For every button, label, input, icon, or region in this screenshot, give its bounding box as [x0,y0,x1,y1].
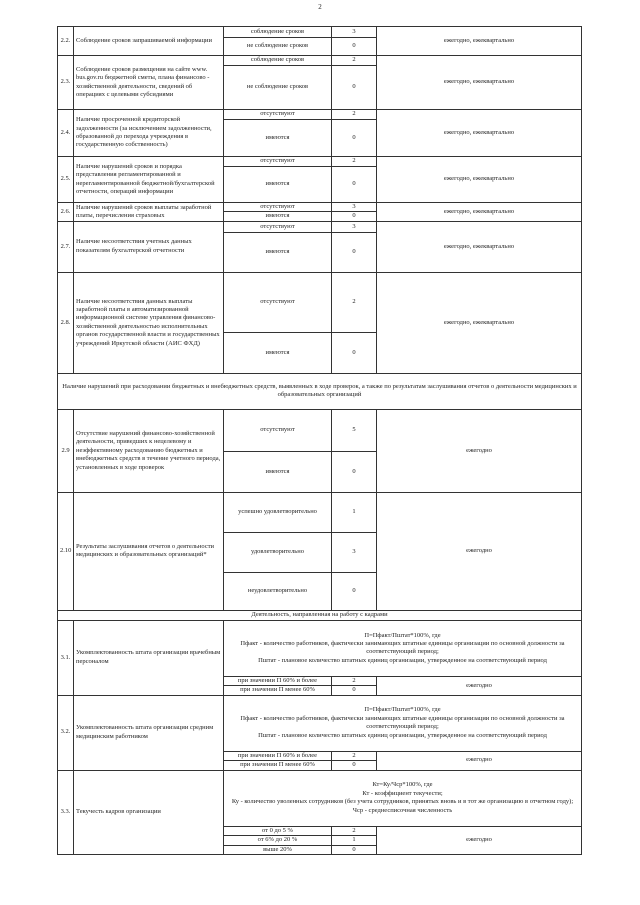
formula [224,695,582,751]
frequency: ежегодно, ежеквартально [377,221,582,272]
score: 0 [332,167,377,203]
frequency: ежегодно, ежеквартально [377,56,582,110]
table-row [58,27,582,38]
condition: неудовлетворительно [224,572,332,610]
formula-line: П=Пфакт/Пштат*100%, где [364,706,441,714]
condition: при значении П 60% и более [224,751,332,760]
condition: имеются [224,332,332,373]
criterion-name: Текучесть кадров организации [74,770,224,854]
condition: имеются [224,167,332,203]
row-number: 2.9 [58,409,74,492]
row-number: 3.2. [58,695,74,770]
formula-line: Пфакт - количество работников, фактически занимающих штатные единицы организации по основной должности за соответствующий период; [240,714,565,731]
condition: отсутствуют [224,272,332,332]
row-number: 2.8. [58,272,74,373]
score: 2 [332,110,377,120]
table-row [58,620,582,676]
row-number: 2.7. [58,221,74,272]
condition: не соблюдение сроков [224,66,332,110]
score: 0 [332,38,377,56]
condition: не соблюдение сроков [224,38,332,56]
condition: от 0 до 5 % [224,826,332,835]
frequency: ежегодно, ежеквартально [377,203,582,222]
condition: имеются [224,451,332,492]
condition: при значении П 60% и более [224,676,332,685]
score: 2 [332,751,377,760]
frequency: ежегодно [377,492,582,610]
score: 3 [332,532,377,572]
condition: имеются [224,232,332,272]
score: 0 [332,212,377,221]
criterion-name: Наличие нарушений сроков выплаты заработной платы, перечисления страховых [74,203,224,222]
condition: отсутствуют [224,409,332,451]
condition: отсутствуют [224,110,332,120]
table-row [58,373,582,409]
row-number: 2.5. [58,157,74,203]
score: 5 [332,409,377,451]
formula-line: Чср - среднесписочная численность [352,806,453,814]
row-number: 2.2. [58,27,74,56]
formula-line: Ку - количество уволенных сотрудников (без учета сотрудников, принятых вновь и в тот же организацию в отчетном году); [231,798,574,806]
score: 0 [332,66,377,110]
criterion-name: Результаты заслушивания отчетов о деятельности медицинских и образовательных организаций* [74,492,224,610]
score: 3 [332,203,377,212]
score: 0 [332,120,377,157]
score: 0 [332,761,377,770]
table-row [58,110,582,120]
table-row [58,695,582,751]
frequency: ежегодно [377,676,582,695]
condition: успешно удовлетворительно [224,492,332,532]
row-number: 2.10 [58,492,74,610]
condition: имеются [224,212,332,221]
criterion-name: Отсутствие нарушений финансово-хозяйственной деятельности, приведших к нецелевому и неэффективному расходованию бюджетных и внебюджетных средств в течение учетного периода, установленных в ходе проверок [74,409,224,492]
table-row [58,221,582,232]
section-heading: Деятельность, направленная на работу с кадрами [58,610,582,620]
formula-line: Пштат - плановое количество штатных единиц организации, утвержденное на соответствующий период [258,731,547,739]
condition: выше 20% [224,845,332,854]
formula [224,770,582,826]
table-row [58,492,582,532]
frequency: ежегодно [377,751,582,770]
frequency: ежегодно, ежеквартально [377,27,582,56]
frequency: ежегодно, ежеквартально [377,272,582,373]
condition: от 6% до 20 % [224,836,332,845]
score: 3 [332,221,377,232]
score: 0 [332,572,377,610]
score: 2 [332,676,377,685]
formula-line: Кт=Ку/Чср*100%, где [372,781,433,789]
formula-line: П=Пфакт/Пштат*100%, где [364,631,441,639]
condition: имеются [224,120,332,157]
condition: удовлетворительно [224,532,332,572]
score: 3 [332,27,377,38]
condition: при значении П менее 60% [224,686,332,695]
formula-line: Кт - коэффициент текучести; [362,789,443,797]
criterion-name: Соблюдение сроков размещения на сайте www. bus.gov.ru бюджетной сметы, плана финансово - хозяйственной деятельности, сведений об операциях с целевыми субсидиями [74,56,224,110]
score: 0 [332,686,377,695]
score: 0 [332,451,377,492]
frequency: ежегодно [377,409,582,492]
score: 2 [332,826,377,835]
score: 2 [332,56,377,66]
condition: при значении П менее 60% [224,761,332,770]
criterion-name: Наличие нарушений сроков и порядка представления регламентированной и нерегламентированной бюджетной/бухгалтерской отчетности, операций информации [74,157,224,203]
table-row [58,157,582,167]
criterion-name: Наличие несоответствия данных выплаты заработной платы в автоматизированной информационной системе управления финансово-хозяйственной деятельностью исполнительных органов государственной власти и государственных учреждений Иркутской области (АИС ФХД) [74,272,224,373]
score: 0 [332,845,377,854]
row-number: 2.4. [58,110,74,157]
row-number: 2.6. [58,203,74,222]
condition: отсутствуют [224,203,332,212]
table-row [58,409,582,451]
criterion-name: Укомплектованность штата организации врачебным персоналом [74,620,224,695]
formula-line: Пштат - плановое количество штатных единиц организации, утвержденное на соответствующий период [258,656,547,664]
row-number: 2.3. [58,56,74,110]
frequency: ежегодно, ежеквартально [377,157,582,203]
table-row [58,770,582,826]
criterion-name: Наличие несоответствия учетных данных показателям бухгалтерской отчетности [74,221,224,272]
criterion-name: Укомплектованность штата организации средним медицинским работником [74,695,224,770]
criterion-name: Наличие просроченной кредиторской задолженности (за исключением задолженности, образованной до перехода учреждения в государственную собственность) [74,110,224,157]
row-number: 3.1. [58,620,74,695]
table-row [58,272,582,332]
table-row [58,610,582,620]
score: 0 [332,232,377,272]
formula-line: Пфакт - количество работников, фактически занимающих штатные единицы организации по основной должности за соответствующий период; [240,639,565,656]
criterion-name: Соблюдение сроков запрашиваемой информации [74,27,224,56]
condition: соблюдение сроков [224,27,332,38]
score: 0 [332,332,377,373]
frequency: ежегодно [377,826,582,854]
page-number: 2 [318,3,322,11]
criteria-table [57,26,582,855]
condition: соблюдение сроков [224,56,332,66]
condition: отсутствуют [224,157,332,167]
score: 1 [332,492,377,532]
score: 1 [332,836,377,845]
section-heading: Наличие нарушений при расходовании бюджетных и внебюджетных средств, выявленных в ходе проверок, а также по результатам заслушивания отчетов о деятельности медицинских и образовательных организаций [58,373,582,409]
formula [224,620,582,676]
table-row [58,56,582,66]
condition: отсутствуют [224,221,332,232]
score: 2 [332,157,377,167]
row-number: 3.3. [58,770,74,854]
score: 2 [332,272,377,332]
table-row [58,203,582,212]
frequency: ежегодно, ежеквартально [377,110,582,157]
